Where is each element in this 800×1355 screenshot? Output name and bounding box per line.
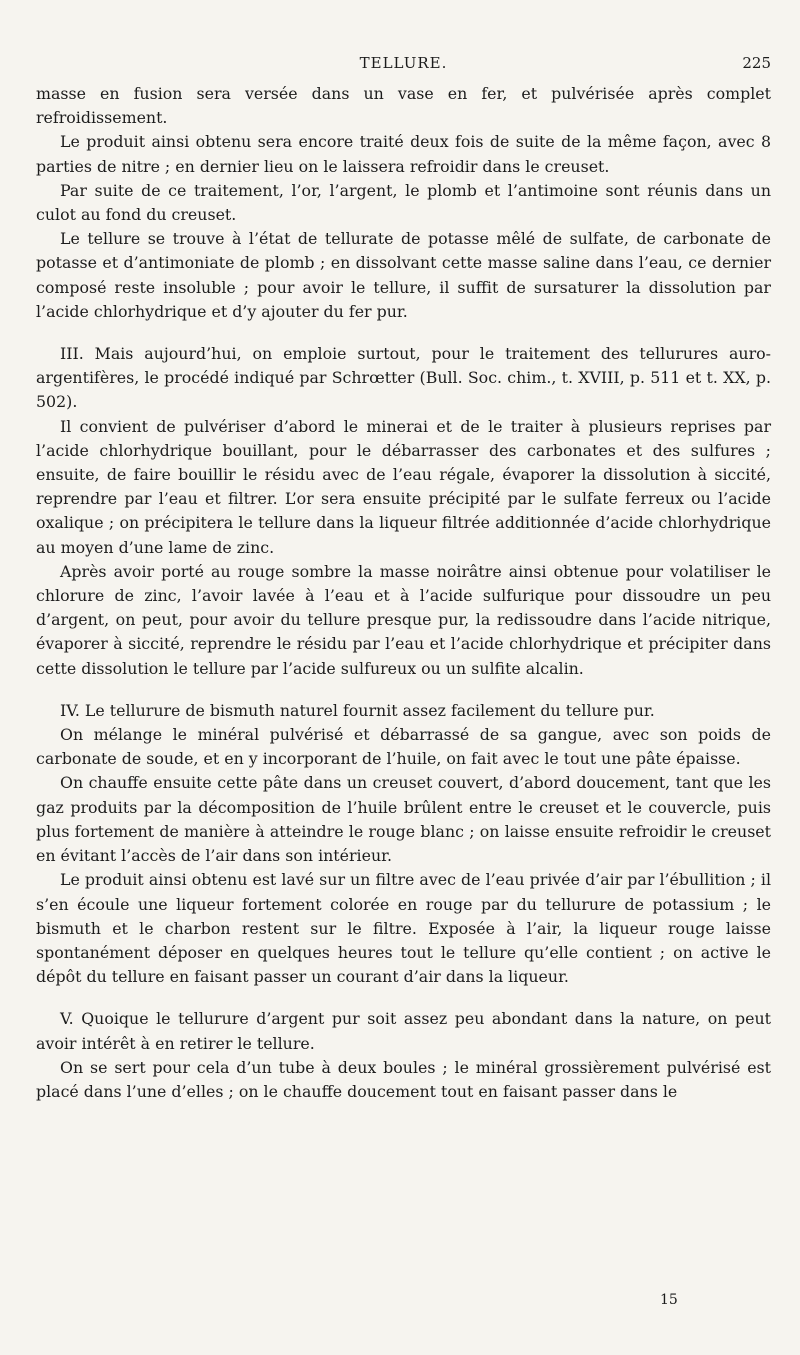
paragraph: Le produit ainsi obtenu sera encore traité deux fois de suite de la même façon, avec 8 parties de nitre ; en dernier lieu on le laissera refroidir dans le creuset. (36, 132, 771, 176)
paragraph: Par suite de ce traitement, l’or, l’argent, le plomb et l’antimoine sont réunis dans un culot au fond du creuset. (36, 180, 771, 225)
paragraph: Après avoir porté au rouge sombre la masse noirâtre ainsi obtenue pour volatiliser le chlorure de zinc, l’avoir lavée à l’eau et à l’acide sulfurique pour dissoudre un peu d’argent, on peut, pour avoir du tellure presque pur, la redissoudre dans l’acide nitrique, évaporer à siccité, reprendre le résidu par l’eau et l’acide chlorhydrique et précipiter dans cette dissolution le tellure par l’acide sulfureux ou un sulfite alcalin. (36, 561, 771, 678)
paragraph: Le produit ainsi obtenu est lavé sur un filtre avec de l’eau privée d’air par l’ébullition ; il s’en écoule une liqueur fortement colorée en rouge par du tellurure de potassium ; le bismuth et le charbon restent sur le filtre. Exposée à l’air, la liqueur rouge laisse spontanément déposer en quelques heures tout le tellure qu’elle contient ; on active le dépôt du tellure en faisant passer un courant d’air dans la liqueur. (36, 870, 771, 987)
running-title: TELLURE. (359, 54, 448, 72)
paragraph: On se sert pour cela d’un tube à deux boules ; le minéral grossièrement pulvérisé est placé dans l’une d’elles ; on le chauffe doucement tout en faisant passer dans le (36, 1057, 771, 1101)
paragraph: masse en fusion sera versée dans un vase en fer, et pulvérisée après complet refroidissement. (36, 84, 771, 128)
page-number: 225 (742, 54, 771, 72)
paragraph: Le tellure se trouve à l’état de tellurate de potasse mêlé de sulfate, de carbonate de potasse et d’antimoniate de plomb ; en dissolvant cette masse saline dans l’eau, ce dernier composé reste insoluble ; pour avoir le tellure, il suffit de sursaturer la dissolution par l’acide chlorhydrique et d’y ajouter du fer pur. (36, 229, 771, 321)
paragraph: Il convient de pulvériser d’abord le minerai et de le traiter à plusieurs reprises par l’acide chlorhydrique bouillant, pour le débarrasser des carbonates et des sulfures ; ensuite, de faire bouillir le résidu avec de l’eau régale, évaporer la dissolution à siccité, reprendre par l’eau et filtrer. L’or sera ensuite précipité par le sulfate ferreux ou l’acide oxalique ; on précipitera le tellure dans la liqueur filtrée additionnée d’acide chlorhydrique au moyen d’une lame de zinc. (36, 416, 771, 557)
paragraph: On chauffe ensuite cette pâte dans un creuset couvert, d’abord doucement, tant que les gaz produits par la décomposition de l’huile brûlent entre le creuset et le couvercle, puis plus fortement de manière à atteindre le rouge blanc ; on laisse ensuite refroidir le creuset en évitant l’accès de l’air dans son intérieur. (36, 773, 771, 866)
paragraph: On mélange le minéral pulvérisé et débarrassé de sa gangue, avec son poids de carbonate de soude, et en y incorporant de l’huile, on fait avec le tout une pâte épaisse. (36, 725, 771, 769)
document-page (36, 54, 771, 1104)
page-header (36, 54, 771, 82)
section-paragraph-iv: IV. Le tellurure de bismuth naturel fournit assez facilement du tellure pur. (60, 700, 655, 720)
section-paragraph-v: V. Quoique le tellurure d’argent pur soit assez peu abondant dans la nature, on peut avoir intérêt à en retirer le tellure. (36, 1009, 771, 1053)
section-paragraph-iii: III. Mais aujourd’hui, on emploie surtout, pour le traitement des tellurures auro-argentifères, le procédé indiqué par Schrœtter (Bull. Soc. chim., t. XVIII, p. 511 et t. XX, p. 502). (36, 344, 771, 412)
page-body (36, 82, 771, 1104)
signature-mark: 15 (660, 1292, 678, 1308)
